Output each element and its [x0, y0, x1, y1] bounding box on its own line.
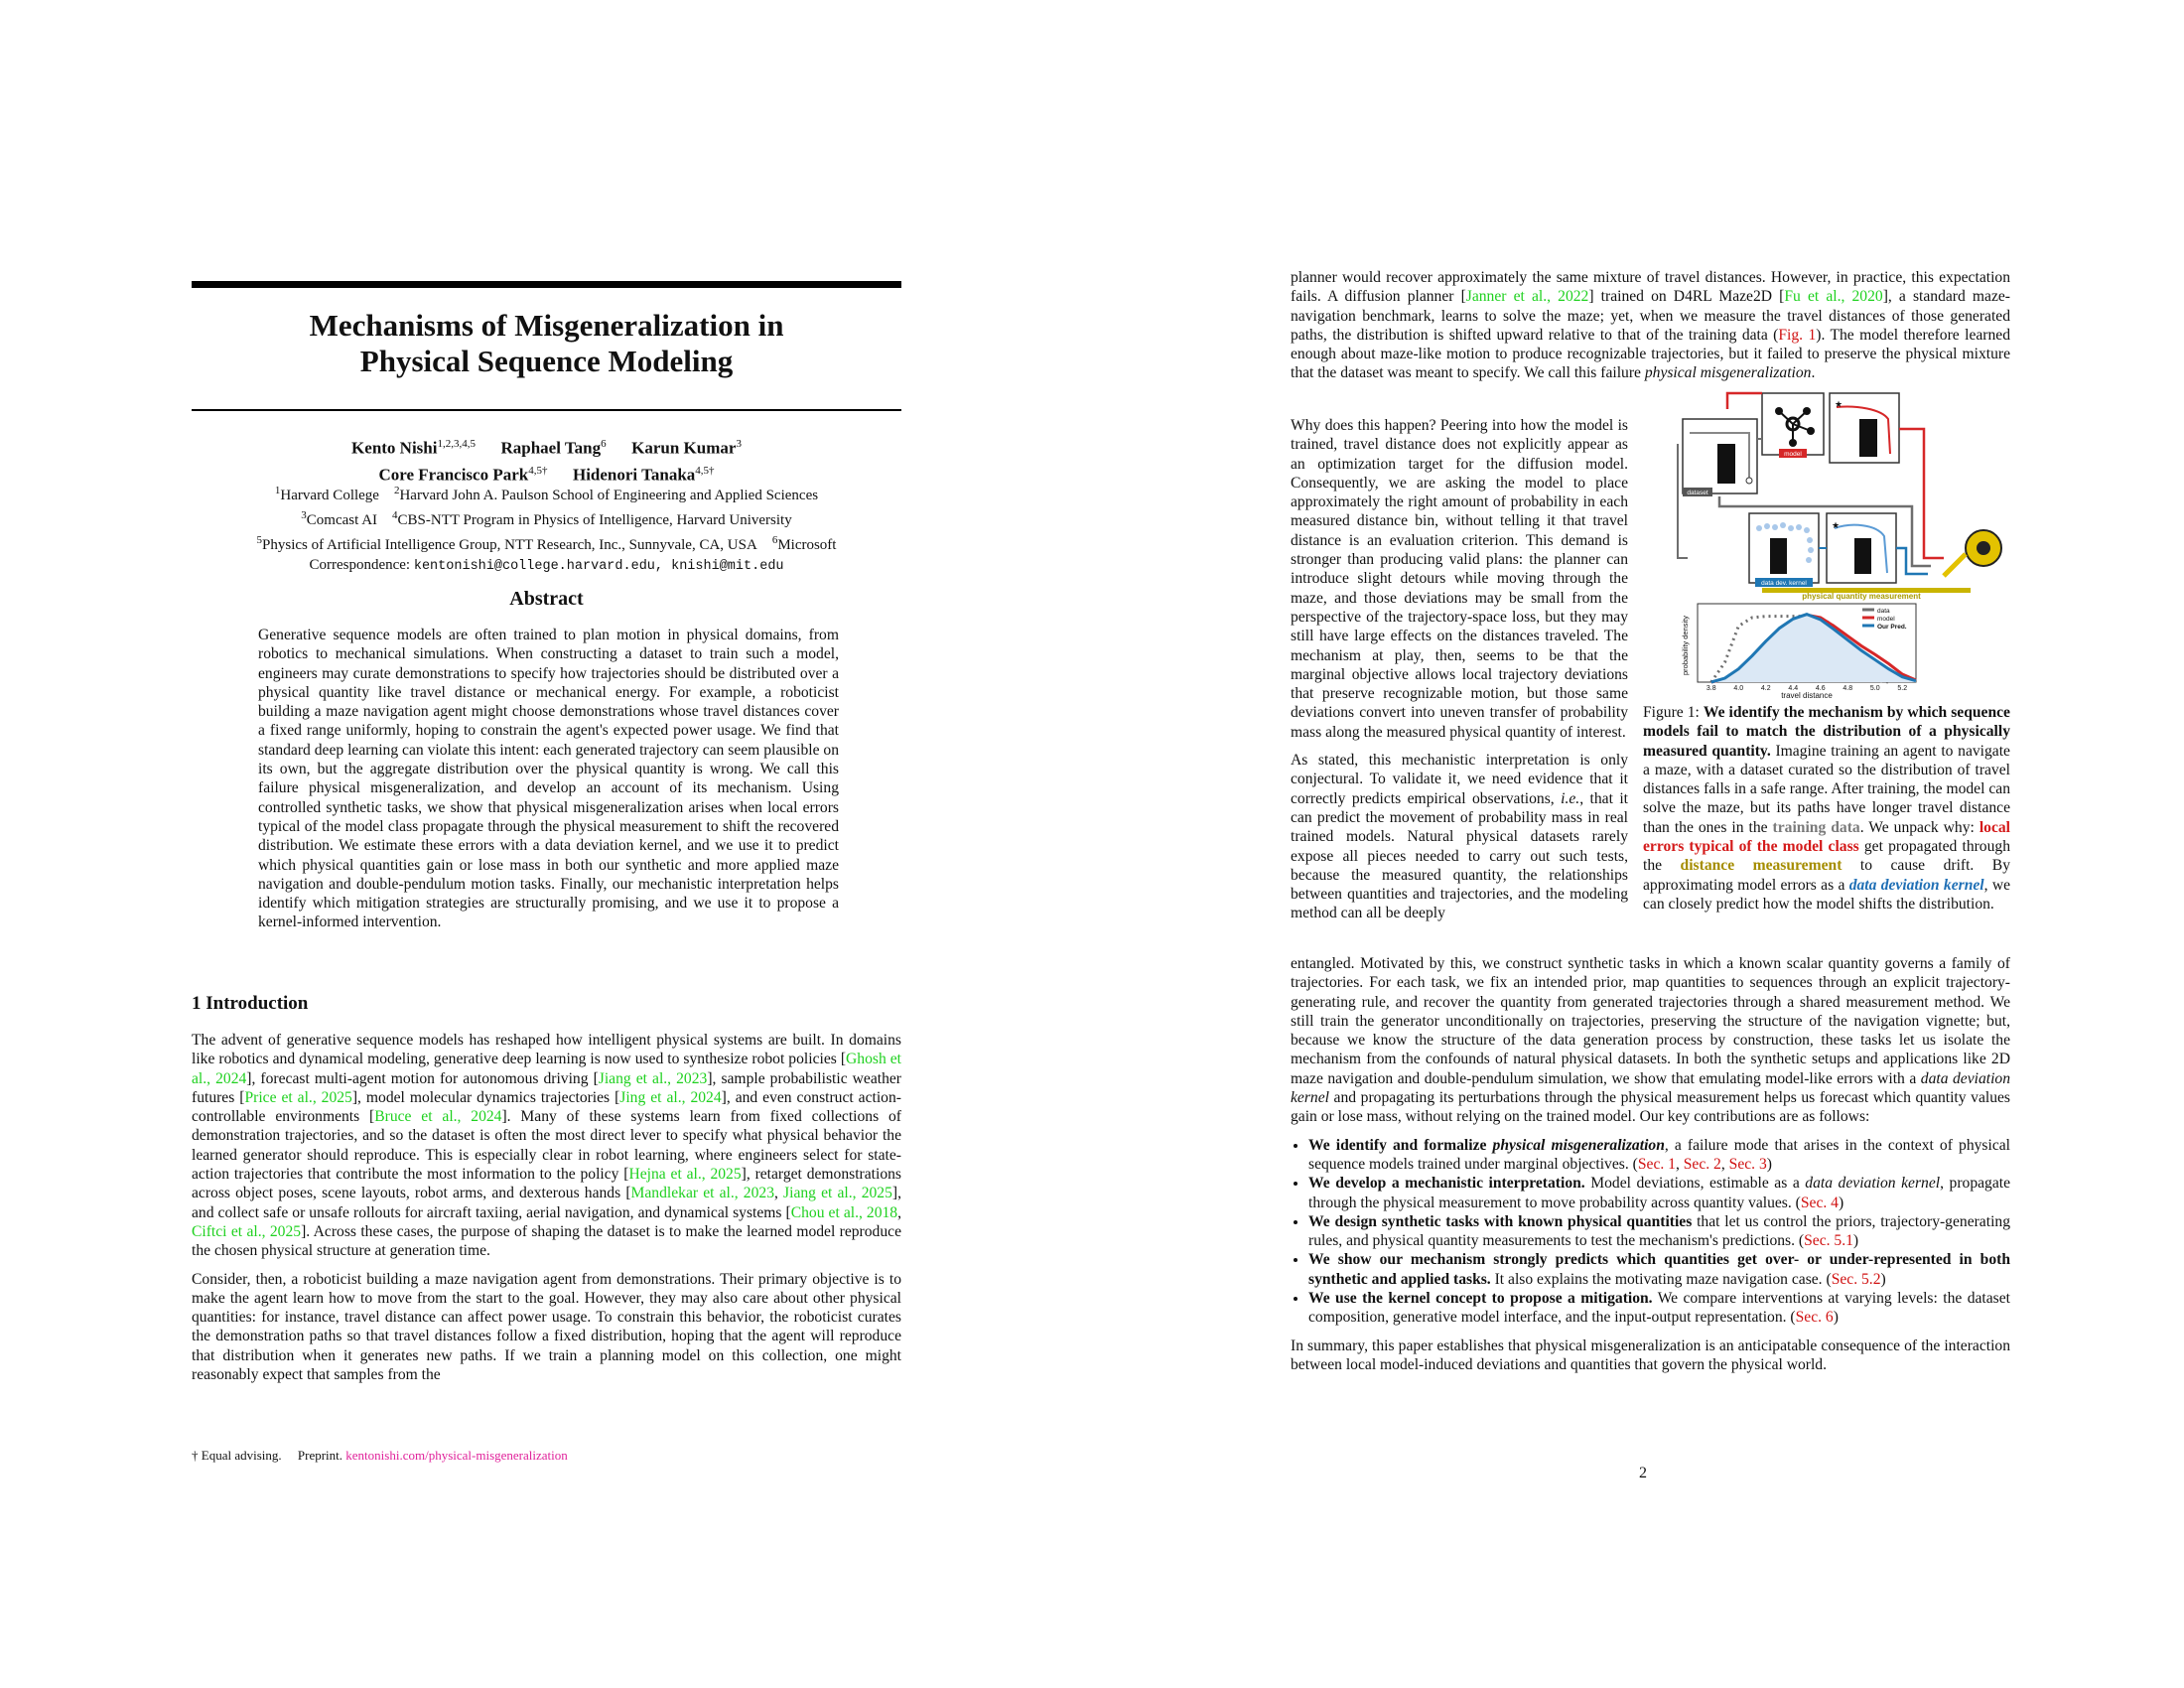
intro-body — [192, 1031, 901, 1393]
local-errors-highlight: local errors typical of the model class — [1643, 818, 2011, 856]
abstract-heading: Abstract — [509, 588, 584, 610]
paragraph: In summary, this paper establishes that physical misgeneralization is an anticipatable consequence of the interaction between local model-induced deviations and quantities that govern the physical world. — [1291, 1336, 2010, 1373]
distance-measurement-highlight: distance measurement — [1680, 857, 1843, 875]
dataset-tag: dataset — [1687, 490, 1708, 496]
correspondence-emails: kentonishi@college.harvard.edu, knishi@mit.edu — [413, 559, 784, 574]
legend-label: model — [1877, 616, 1895, 623]
legend-label: Our Pred. — [1877, 624, 1907, 631]
page-number: 2 — [1639, 1465, 1647, 1481]
title-bottom-rule — [192, 409, 901, 411]
list-item: • We identify and formalize physical misgeneralization, a failure mode that arises in the context of physical sequence models trained under marginal objectives. (Sec. 1, Sec. 2, Sec. 3) — [1308, 1136, 2010, 1175]
figure-1-caption: Figure 1: We identify the mechanism by which sequence models fail to match the distribution of a physically measured quantity. Imagine training an agent to navigate a maze, with a dataset curated so the distribution of travel distances falls in a safe range. After training, the model can solve the maze, but its paths have longer travel distance than the ones in the training data. We unpack why: local errors typical of the model class get propagated through the distance measurement to cause drift. By approximating model errors as a data deviation kernel, we can closely predict how the model shifts the distribution. — [1643, 704, 2011, 913]
footnote: † Equal advising. Preprint. kentonishi.com/physical-misgeneralization — [192, 1448, 568, 1463]
legend-label: data — [1877, 608, 1890, 615]
maze-wall — [1770, 538, 1787, 574]
abstract-text: Generative sequence models are often trained to plan motion in physical domains, from robotics to mechanical simulations. When constructing a dataset to train such a model, engineers may curate demonstrations to specify how trajectories should be distributed over a physical quantity like travel distance or mechanical energy. For example, a roboticist building a maze navigation agent might choose demonstrations whose travel distances cover a fixed range uniformly, hoping to constrain the agent's expected power usage. We find that standard deep learning can violate this intent: each generated trajectory can seem plausible on its own, but the aggregate distribution over the physical quantity is wrong. We call this failure physical misgeneralization, and develop an account of its mechanism. Using controlled synthetic tasks, we show that physical misgeneralization arises when local errors typical of the model class propagate through the physical measurement to shift the recovered distribution. We estimate these errors with a data deviation kernel, and we use it to predict which physical quantities gain or lose mass in both our synthetic and more applied maze navigation and double-pendulum motion tasks. Finally, our mechanistic interpretation helps identify which mitigation strategies are structurally promising, and we use it to propose a kernel-informed intervention. — [258, 627, 839, 931]
kernel-tag: data dev. kernel — [1761, 580, 1807, 587]
paragraph: entangled. Motivated by this, we construct synthetic tasks in which a known scalar quantity governs a family of trajectories. For each task, we fix an intended prior, map quantities to sequences through an explicit trajectory-generating rule, and recover the quantity from generated trajectories through a shared measurement method. We still train the generator unconditionally on trajectories, preserving the structure of the navigation vignette; but, because we know the structure of the data generation process by construction, these tasks let us isolate the mechanism from the confounds of natural physical datasets. In both the synthetic setups and applications like 2D maze navigation and double-pendulum simulation, we show that emulating model-like errors with a data deviation kernel and propagating its perturbations through the physical measurement helps us forecast which quantity values gain or lose mass, without relying on the trained model. Our key contributions are as follows: — [1291, 955, 2011, 1126]
figure-1 — [1668, 389, 2010, 700]
kernel-highlight: data deviation kernel — [1848, 876, 1984, 894]
training-data-highlight: training data — [1772, 818, 1860, 836]
maze-wall — [1854, 538, 1871, 574]
x-tick-label: 4.8 — [1843, 685, 1853, 692]
section-heading: 1 Introduction — [192, 993, 309, 1014]
measurement-label: physical quantity measurement — [1802, 592, 1921, 601]
model-connector — [1899, 429, 1944, 558]
distance-chart — [1681, 604, 1916, 700]
goal-marker — [1746, 478, 1752, 484]
title-top-rule — [192, 281, 901, 288]
maze-wall — [1717, 444, 1735, 484]
x-tick-label: 3.8 — [1706, 685, 1716, 692]
right-top-body — [1291, 268, 2010, 392]
author-list: Kento Nishi$^{1,2,3,4,5}$ Raphael Tang$^6$ Karun Kumar$^3$ Core Francisco Park$^{4,5\dagger}$ Hidenori Tanaka$^{4,5\dagger}$ — [351, 438, 742, 485]
paragraph: Consider, then, a roboticist building a maze navigation agent from demonstrations. Their primary objective is to make the agent learn how to move from the start to the goal. However, they may also care about other physical quantities: for instance, travel distance can affect power usage. To constrain this behavior, the roboticist curates the demonstration paths so that travel distances follow a fixed distribution, hoping that the agent will reproduce that distribution when it generates new paths. If we train a planning model on this collection, one might reasonably expect that samples from the — [192, 1270, 901, 1384]
title-line-1: Mechanisms of Misgeneralization in — [309, 308, 784, 343]
x-tick-label: 4.2 — [1760, 685, 1771, 692]
x-tick-label: 5.2 — [1897, 685, 1908, 692]
y-axis-label: probability density — [1681, 615, 1690, 676]
x-tick-label: 5.0 — [1869, 685, 1880, 692]
x-tick-label: 4.4 — [1788, 685, 1799, 692]
start-star-icon: ★ — [1835, 399, 1843, 409]
list-item: • We design synthetic tasks with known physical quantities that let us control the priors, trajectory-generating rules, and physical quantity measurements to test the mechanism's predictions. (Sec. 5.1) — [1308, 1212, 2010, 1251]
x-axis-label: travel distance — [1781, 691, 1833, 700]
page-right — [1092, 0, 2184, 1688]
paragraph: Why does this happen? Peering into how the model is trained, travel distance does not explicitly appear as an optimization target for the diffusion model. Consequently, we are asking the model to place approximately the right amount of probability in each measured distance bin, without telling it that travel distance is an evaluation criterion. This demand is stronger than producing valid plans: the planner can introduce slight detours while moving through the maze, and those deviations may be small from the perspective of the trajectory-space loss, but they may still have large effects on the distances traveled. The mechanism at play, then, seems to be that the marginal objective allows local trajectory deviations that preserve recognizable motion, but those same deviations convert into uneven transfer of probability mass along the measured physical quantity of interest. — [1291, 417, 1628, 741]
author-name: Raphael Tang — [500, 438, 602, 458]
list-item: • We use the kernel concept to propose a mitigation. We compare interventions at varying levels: the dataset composition, generative model interface, and the input-output representation. (Sec. 6) — [1308, 1289, 2010, 1328]
author-name: Kento Nishi — [351, 438, 438, 458]
paper-title — [192, 308, 901, 379]
x-tick-label: 4.6 — [1815, 685, 1826, 692]
contribution-list — [1291, 1136, 2010, 1328]
title-line-2: Physical Sequence Modeling — [359, 344, 734, 378]
affiliations: $^1$Harvard College $^2$Harvard John A. Paulson School of Engineering and Applied Sciences $^3$Comcast AI $^4$CBS-NTT Program in Physics of Intelligence, Harvard University $^5$Physics of Artificial Intelligence Group, NTT Research, Inc., Sunnyvale, CA, USA $^6$Microsoft Correspondence: kentonishi@college.harvard.edu, knishi@mit.edu — [256, 485, 837, 574]
paragraph: The advent of generative sequence models has reshaped how intelligent physical systems are built. In domains like robotics and dynamical modeling, generative deep learning is now used to synthesize robot policies [Ghosh et al., 2024], forecast multi-agent motion for autonomous driving [Jiang et al., 2023], sample probabilistic weather futures [Price et al., 2025], model molecular dynamics trajectories [Jing et al., 2024], and even construct action-controllable environments [Bruce et al., 2024]. Many of these systems learn from fixed collections of demonstration trajectories, and so the dataset is often the most direct lever to specify what physical behavior the learned generator should reproduce. This is especially clear in robot learning, where engineers select for state-action trajectories that contribute the most information to the policy [Hejna et al., 2025], retarget demonstrations across object poses, scene layouts, robot arms, and dexterous hands [Mandlekar et al., 2023, Jiang et al., 2025], and collect safe or unsafe rollouts for aircraft taxiing, aerial navigation, and dynamical systems [Chou et al., 2018, Ciftci et al., 2025]. Across these cases, the purpose of shaping the dataset is to make the learned model reproduce the chosen physical structure at generation time. — [192, 1032, 902, 1260]
author-name: Core Francisco Park — [378, 465, 529, 485]
maze-wall — [1859, 419, 1877, 457]
paragraph: planner would recover approximately the same mixture of travel distances. However, in practice, this expectation fails. A diffusion planner [Janner et al., 2022] trained on D4RL Maze2D [Fu et al., 2020], a standard maze-navigation benchmark, learns to solve the maze; yet, when we measure the travel distances of those generated paths, the distribution is shifted upward relative to that of the training data (Fig. 1). The model therefore learned enough about maze-like motion to produce recognizable trajectories, but it failed to preserve the physical mixture that the dataset was meant to specify. We call this failure physical misgeneralization. — [1291, 269, 2010, 382]
start-star-icon: ★ — [1832, 520, 1841, 530]
right-bottom-body — [1291, 954, 2010, 1383]
author-name: Karun Kumar — [631, 438, 737, 458]
author-name: Hidenori Tanaka — [572, 465, 696, 485]
model-tag: model — [1784, 451, 1802, 458]
right-wrap-body — [1291, 416, 1628, 932]
list-item: • We show our mechanism strongly predicts which quantities get over- or under-represented in both synthetic and applied tasks. It also explains the motivating maze navigation case. (Sec. 5.2) — [1308, 1250, 2010, 1289]
list-item: • We develop a mechanistic interpretation. Model deviations, estimable as a data deviation kernel, propagate through the physical measurement to move probability across quantity values. (Sec. 4) — [1308, 1174, 2010, 1212]
paragraph: As stated, this mechanistic interpretation is only conjectural. To validate it, we need evidence that it correctly predicts empirical observations, i.e., that it can predict the movement of probability mass in real trained models. Natural physical datasets rarely expose all pieces needed to carry out such tests, because the measured quantity, the relationships between quantities and trajectories, and the modeling method can all be deeply — [1291, 752, 1629, 922]
correspondence-label: Correspondence: — [309, 557, 411, 573]
project-link[interactable]: kentonishi.com/physical-misgeneralization — [345, 1448, 568, 1463]
x-tick-label: 4.0 — [1733, 685, 1744, 692]
